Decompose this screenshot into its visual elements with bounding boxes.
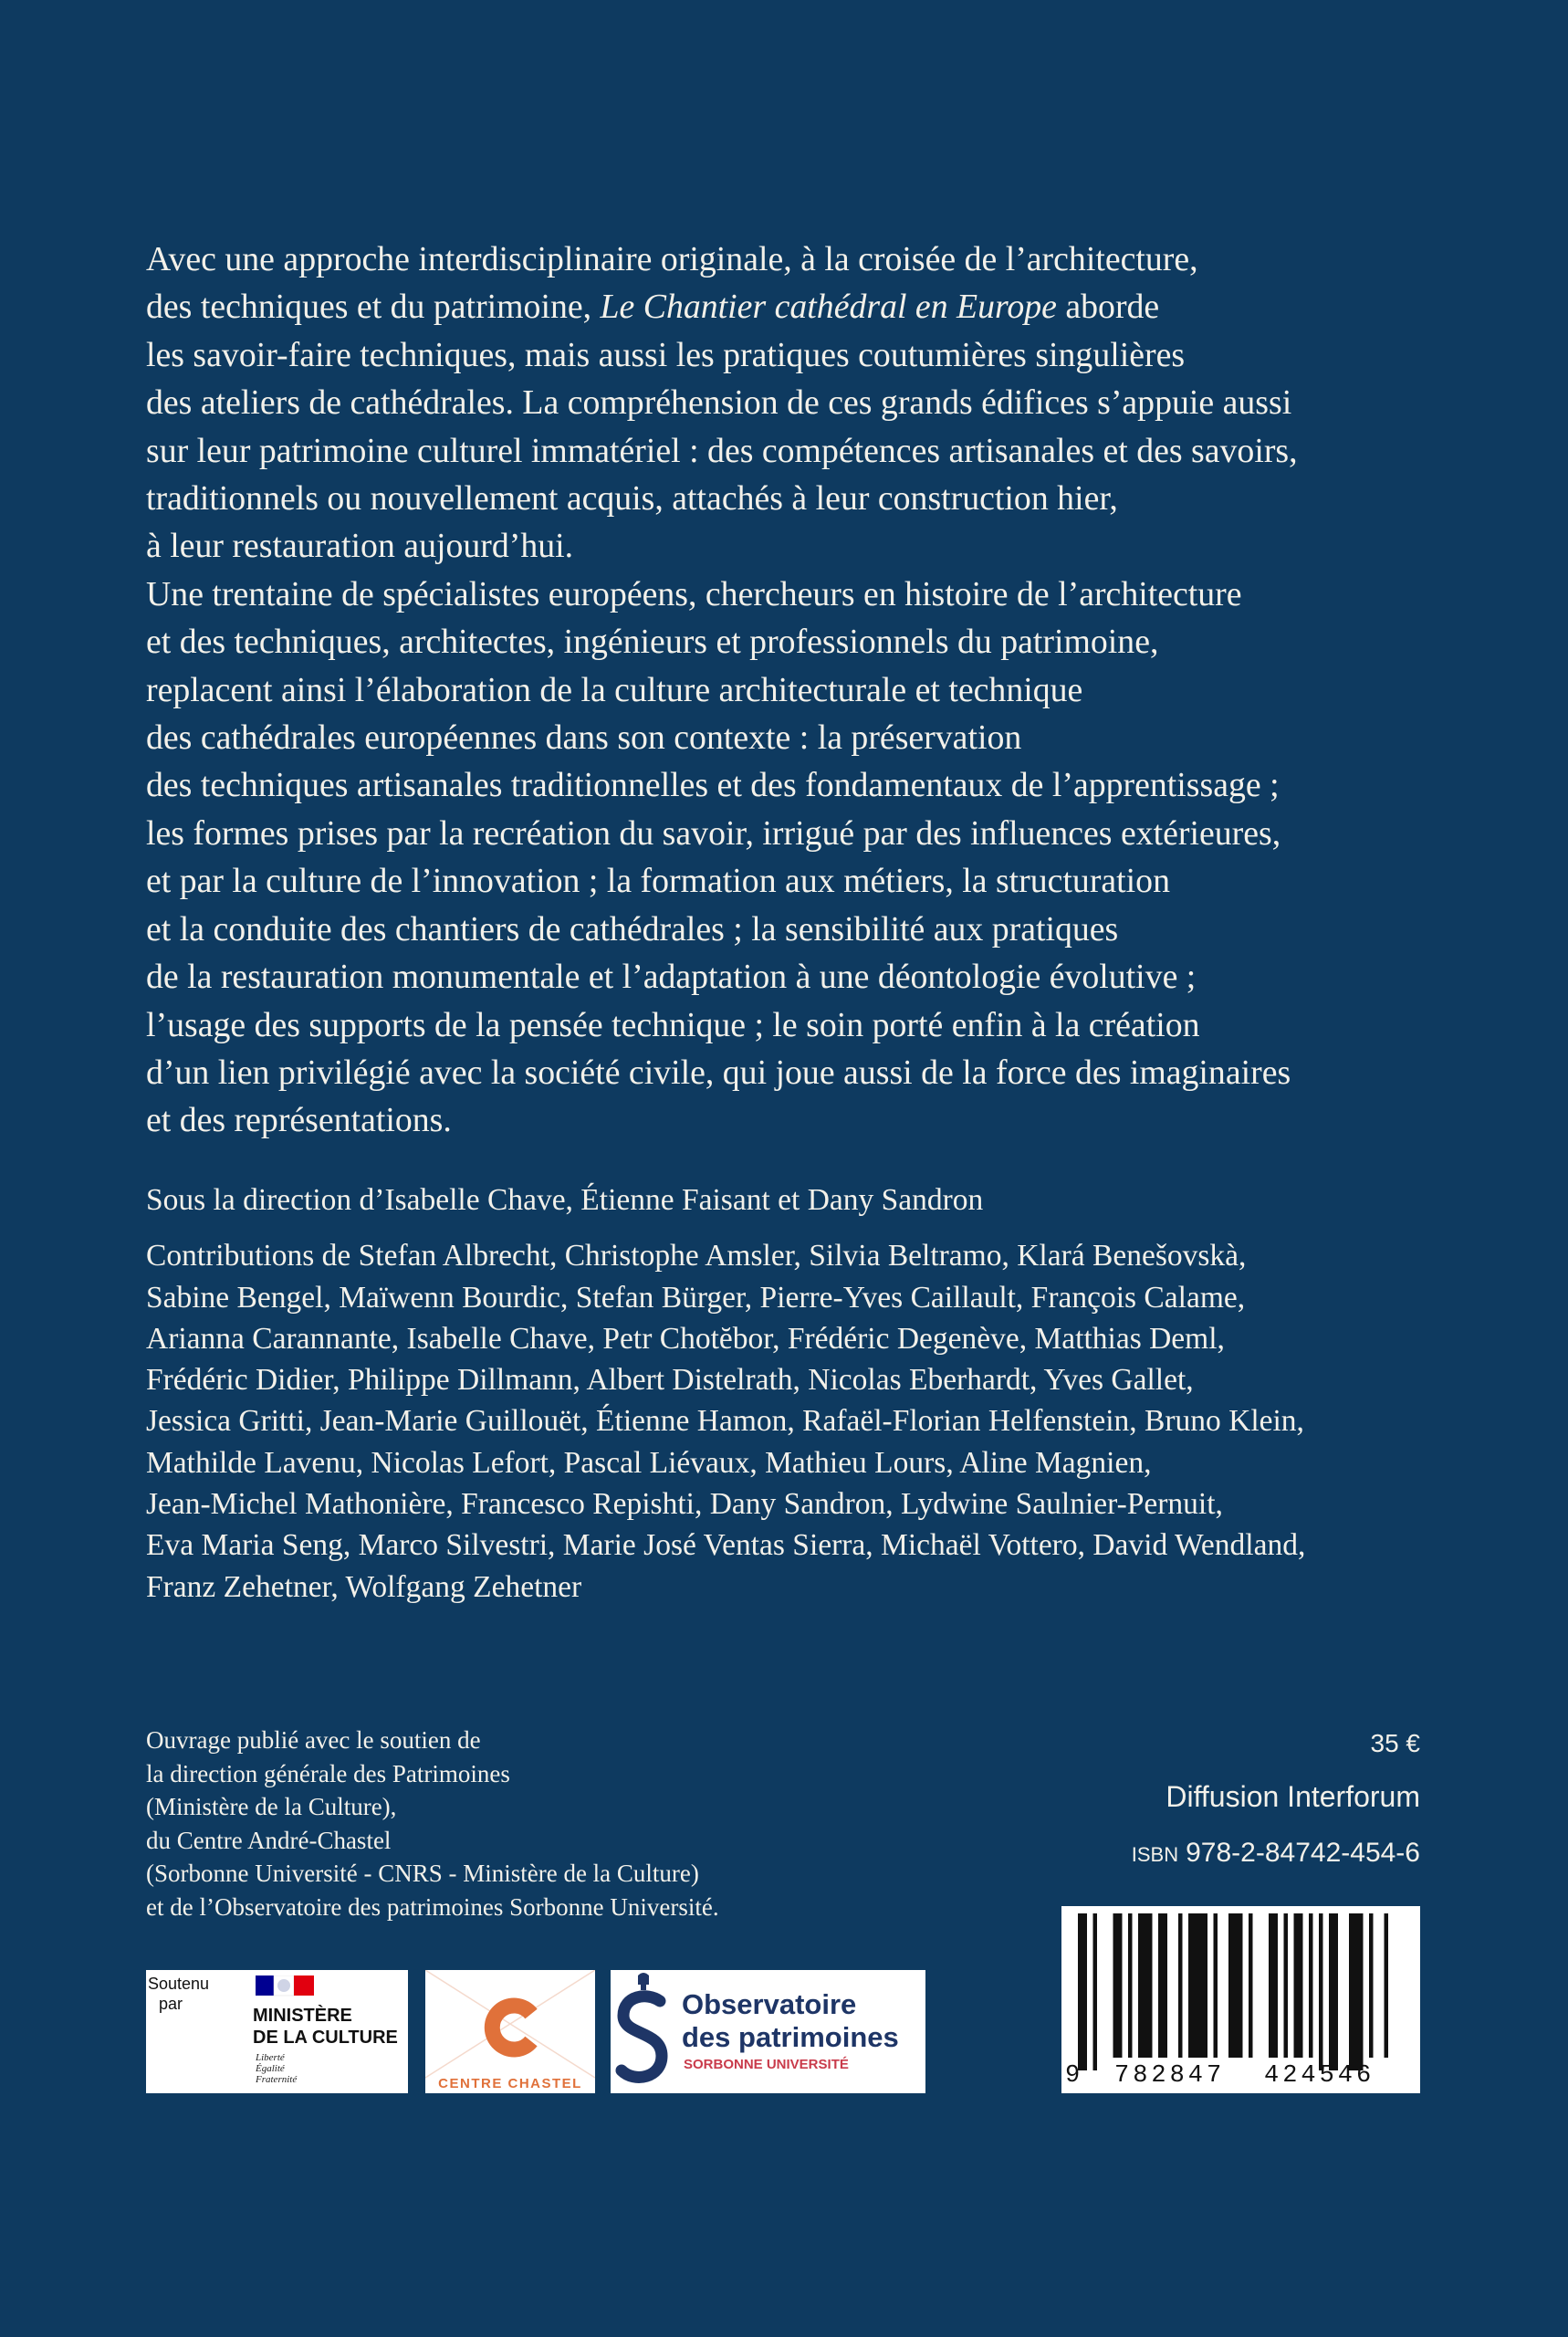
motto-line: Égalité: [256, 2063, 285, 2074]
observatoire-patrimoines-logo: [611, 1970, 925, 2093]
observatoire-title-line: Observatoire: [682, 1988, 857, 2020]
description-line: d’un lien privilégié avec la société civile, qui joue aussi de la force des imaginaires: [146, 1053, 1291, 1092]
motto-line: Liberté: [256, 2052, 285, 2063]
contributors-line: Mathilde Lavenu, Nicolas Lefort, Pascal Liévaux, Mathieu Lours, Aline Magnien,: [146, 1445, 1152, 1480]
barcode-bar: [1309, 1913, 1313, 2058]
chastel-c-icon: [425, 1970, 595, 2093]
observatoire-title-line: des patrimoines: [682, 2021, 899, 2053]
barcode-bar: [1113, 1913, 1123, 2058]
barcode-bar: [1284, 1913, 1289, 2058]
description-line: à leur restauration aujourd’hui.: [146, 527, 574, 566]
description-fragment: aborde: [1056, 288, 1160, 327]
support-statement: [146, 1724, 967, 1924]
contributors-line: Jessica Gritti, Jean-Marie Guillouët, Étienne Hamon, Rafaël-Florian Helfenstein, Bruno Klein,: [146, 1404, 1304, 1439]
barcode-bar: [1269, 1913, 1278, 2058]
barcode-bar: [1329, 1913, 1338, 2070]
barcode-bar: [1228, 1913, 1243, 2058]
chastel-label: CENTRE CHASTEL: [438, 2076, 582, 2091]
support-line: (Sorbonne Université - CNRS - Ministère de la Culture): [146, 1860, 699, 1888]
motto-line: Fraternité: [256, 2074, 298, 2085]
credits-block: [146, 1179, 1460, 1608]
description-line: de la restauration monumentale et l’adaptation à une déontologie évolutive ;: [146, 958, 1197, 997]
contributors-line: Eva Maria Seng, Marco Silvestri, Marie José Ventas Sierra, Michaël Vottero, David Wendland,: [146, 1528, 1306, 1563]
centre-chastel-logo: [425, 1970, 595, 2093]
marianne-flag-icon: [256, 1975, 316, 1997]
barcode-bar: [1349, 1913, 1364, 2070]
barcode-first-digit: 9: [1065, 2062, 1084, 2090]
soutenu-par-label: Soutenu par: [148, 1975, 210, 2013]
editors-line: Sous la direction d’Isabelle Chave, Étienne Faisant et Dany Sandron: [146, 1183, 984, 1217]
isbn: [1132, 1838, 1420, 1869]
support-line: la direction générale des Patrimoines: [146, 1759, 510, 1787]
publication-info: [1132, 1725, 1420, 1869]
barcode-bar: [1138, 1913, 1153, 2058]
contributors-line: Jean-Michel Mathonière, Francesco Repishti, Dany Sandron, Lydwine Saulnier-Pernuit,: [146, 1487, 1223, 1522]
barcode-group-1: 782847: [1114, 2062, 1226, 2090]
barcode-bar: [1158, 1913, 1167, 2058]
observatoire-subtitle: SORBONNE UNIVERSITÉ: [684, 2057, 849, 2072]
description-line: les formes prises par la recréation du savoir, irrigué par des influences extérieures,: [146, 813, 1281, 853]
support-line: Ouvrage publié avec le soutien de: [146, 1726, 481, 1754]
contributors-line: Contributions de Stefan Albrecht, Christophe Amsler, Silvia Beltramo, Klará Benešovskà,: [146, 1239, 1247, 1273]
description-line: et par la culture de l’innovation ; la formation aux métiers, la structuration: [146, 862, 1170, 901]
distributor: Diffusion Interforum: [1166, 1780, 1420, 1813]
isbn-label: ISBN: [1131, 1843, 1179, 1866]
ministere-motto: [256, 2052, 297, 2085]
observatoire-title: [682, 1988, 899, 2054]
observatoire-symbol-icon: [611, 1970, 676, 2093]
ministere-title-line: MINISTÈRE: [253, 2006, 352, 2026]
description-line: sur leur patrimoine culturel immatériel : des compétences artisanales et des savoirs,: [146, 431, 1298, 470]
description-line: [146, 283, 1460, 330]
back-cover-description: [146, 236, 1460, 1145]
description-line: Une trentaine de spécialistes européens, chercheurs en histoire de l’architecture: [146, 574, 1242, 613]
barcode-bar: [1093, 1913, 1098, 2070]
barcode-bar: [1294, 1913, 1303, 2058]
description-line: et la conduite des chantiers de cathédrales ; la sensibilité aux pratiques: [146, 909, 1119, 948]
barcode-bar: [1319, 1913, 1323, 2070]
contributors-line: Franz Zehetner, Wolfgang Zehetner: [146, 1569, 582, 1604]
description-line: des techniques artisanales traditionnelles et des fondamentaux de l’apprentissage ;: [146, 766, 1280, 805]
description-line: et des techniques, architectes, ingénieurs et professionnels du patrimoine,: [146, 623, 1159, 662]
barcode-bar: [1369, 1913, 1374, 2058]
ministere-title: [253, 2005, 398, 2049]
description-line: des cathédrales européennes dans son contexte : la préservation: [146, 718, 1022, 758]
contributors-line: Frédéric Didier, Philippe Dillmann, Albert Distelrath, Nicolas Eberhardt, Yves Gallet,: [146, 1363, 1194, 1398]
description-line: l’usage des supports de la pensée technique ; le soin porté enfin à la création: [146, 1005, 1200, 1044]
description-line: replacent ainsi l’élaboration de la culture architecturale et technique: [146, 670, 1083, 709]
ministere-title-line: DE LA CULTURE: [253, 2028, 398, 2048]
isbn-barcode: [1061, 1906, 1420, 2093]
book-title-italic: Le Chantier cathédral en Europe: [600, 288, 1057, 327]
contributors-line: Sabine Bengel, Maïwenn Bourdic, Stefan Bürger, Pierre-Yves Caillault, François Calame,: [146, 1280, 1246, 1315]
barcode-bar: [1249, 1913, 1253, 2058]
support-line: et de l’Observatoire des patrimoines Sorbonne Université.: [146, 1892, 719, 1921]
description-line: et des représentations.: [146, 1101, 452, 1140]
barcode-bar: [1188, 1913, 1207, 2058]
description-line: les savoir-faire techniques, mais aussi les pratiques coutumières singulières: [146, 335, 1186, 374]
description-line: Avec une approche interdisciplinaire originale, à la croisée de l’architecture,: [146, 240, 1198, 278]
barcode-bar: [1128, 1913, 1133, 2058]
description-fragment: des techniques et du patrimoine,: [146, 288, 601, 327]
barcode-bar: [1078, 1913, 1087, 2070]
isbn-value: 978-2-84742-454-6: [1186, 1838, 1420, 1868]
barcode-group-2: 424546: [1264, 2062, 1375, 2090]
price: 35 €: [1370, 1729, 1420, 1757]
support-line: du Centre André-Chastel: [146, 1826, 392, 1854]
support-line: (Ministère de la Culture),: [146, 1793, 397, 1821]
description-line: des ateliers de cathédrales. La compréhension de ces grands édifices s’appuie aussi: [146, 383, 1292, 423]
barcode-bar: [1214, 1913, 1218, 2058]
barcode-bar: [1178, 1913, 1183, 2058]
description-line: traditionnels ou nouvellement acquis, attachés à leur construction hier,: [146, 479, 1118, 519]
barcode-bar: [1385, 1913, 1389, 2058]
contributors-line: Arianna Carannante, Isabelle Chave, Petr Chotĕbor, Frédéric Degenève, Matthias Deml,: [146, 1321, 1225, 1356]
ministere-culture-logo: [146, 1970, 408, 2093]
